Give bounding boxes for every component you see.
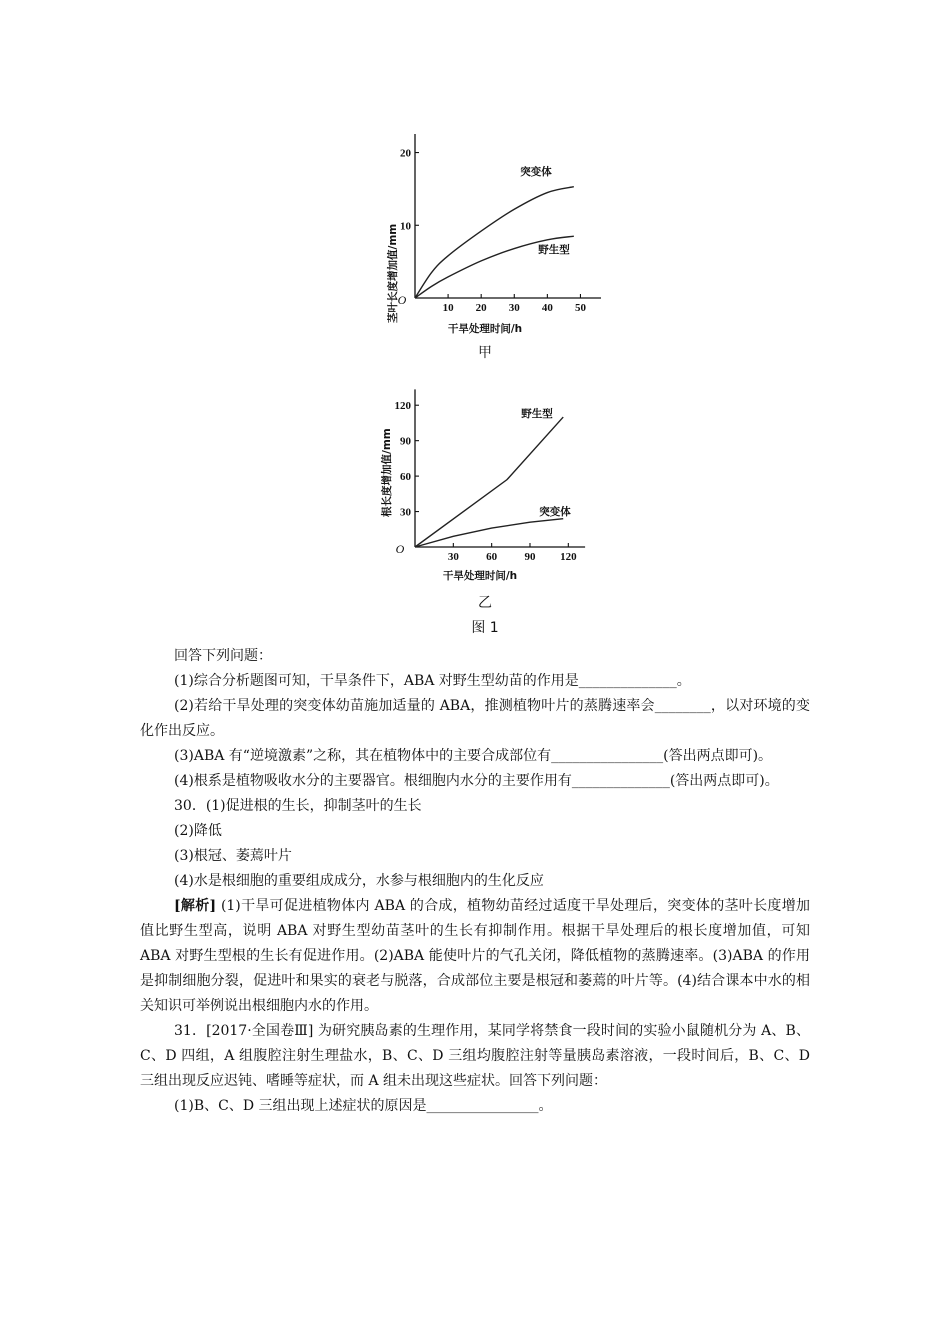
analysis-text: (1)干旱可促进植物体内 ABA 的合成，植物幼苗经过适度干旱处理后，突变体的茎叶长度增加值比野生型高，说明 ABA 对野生型幼苗茎叶的生长有抑制作用。根据干旱处理后的根长度增加值，可知 ABA 对野生型根的生长有促进作用。(2)ABA 能使叶片的气孔关闭，降低植物的蒸腾速率。(3)ABA 的作用是抑制细胞分裂，促进叶和果实的衰老与脱落，合成部位主要是根冠和萎蔫的叶片等。(4)结合课本中水的相关知识可举例说出根细胞内水的作用。 [140, 898, 811, 1014]
analysis-tag: [解析] [174, 898, 217, 914]
question-text-block [140, 644, 810, 1119]
chart-a-x-tick-label: 40 [541, 302, 553, 314]
chart-b-caption: 乙 [478, 595, 492, 611]
chart-a-y-tick-label: 10 [400, 220, 411, 233]
chart-b-x-tick-label: 30 [447, 551, 459, 563]
question-intro: 回答下列问题： [174, 648, 272, 664]
chart-b-series-line-a [415, 417, 563, 547]
chart-a-series-label: 突变体 [520, 166, 552, 178]
chart-root-svg [370, 375, 610, 585]
question-29-2: (2)若给干旱处理的突变体幼苗施加适量的 ABA，推测植物叶片的蒸腾速率会________，以对环境的变化作出反应。 [140, 698, 810, 739]
chart-stem-leaf-svg [370, 120, 610, 340]
chart-a-x-tick-label: 10 [442, 302, 454, 314]
answer-30-1: 30．(1)促进根的生长，抑制茎叶的生长 [174, 798, 422, 814]
chart-b-y-tick-label: 30 [400, 506, 411, 519]
chart-a-x-tick-label: 50 [574, 302, 586, 314]
question-29-3: (3)ABA 有“逆境激素”之称，其在植物体中的主要合成部位有________________(答出两点即可)。 [174, 748, 773, 764]
chart-b-y-axis-label: 根长度增加值/mm [381, 428, 393, 517]
chart-b-x-tick-label: 60 [486, 551, 498, 563]
chart-b-y-tick-label: 90 [400, 435, 411, 448]
chart-a-series-label: 野生型 [538, 244, 570, 256]
chart-b-x-tick-label: 120 [560, 551, 577, 563]
chart-b-series-label: 野生型 [521, 408, 553, 420]
chart-a-caption: 甲 [478, 345, 492, 361]
chart-b-series-line-b [415, 519, 563, 547]
chart-a-y-axis-label: 茎叶长度增加值/mm [387, 223, 399, 323]
chart-b-y-tick-label: 60 [400, 471, 411, 484]
answer-30-3: (3)根冠、萎蔫叶片 [174, 848, 292, 864]
answer-30-2: (2)降低 [174, 823, 222, 839]
chart-b-y-tick-label: 120 [394, 400, 411, 413]
question-29-1: (1)综合分析题图可知，干旱条件下，ABA 对野生型幼苗的作用是______________。 [174, 673, 691, 689]
answer-30-4: (4)水是根细胞的重要组成成分，水参与根细胞内的生化反应 [174, 873, 544, 889]
chart-a-x-tick-label: 30 [508, 302, 520, 314]
chart-stem-leaf [370, 120, 610, 340]
analysis-paragraph [140, 894, 810, 1019]
chart-a-origin-label: O [397, 293, 407, 307]
chart-b-x-axis-label: 干旱处理时间/h [442, 570, 518, 582]
chart-b-series-label: 突变体 [539, 506, 571, 518]
chart-root [370, 375, 610, 585]
chart-b-origin-label: O [395, 542, 405, 556]
question-31: 31．[2017·全国卷Ⅲ] 为研究胰岛素的生理作用，某同学将禁食一段时间的实验小鼠随机分为 A、B、C、D 四组，A 组腹腔注射生理盐水，B、C、D 三组均腹腔注射等量胰岛素溶液，一段时间后，B、C、D 三组出现反应迟钝、嗜睡等症状，而 A 组未出现这些症状。回答下列问题： [140, 1023, 810, 1089]
question-29-4: (4)根系是植物吸收水分的主要器官。根细胞内水分的主要作用有______________(答出两点即可)。 [174, 773, 779, 789]
figure-caption: 图 1 [471, 620, 499, 636]
chart-a-x-tick-label: 20 [475, 302, 487, 314]
chart-b-x-tick-label: 90 [524, 551, 536, 563]
chart-a-x-axis-label: 干旱处理时间/h [447, 323, 523, 335]
chart-a-y-tick-label: 20 [400, 147, 411, 160]
question-31-1: (1)B、C、D 三组出现上述症状的原因是________________。 [174, 1098, 553, 1114]
